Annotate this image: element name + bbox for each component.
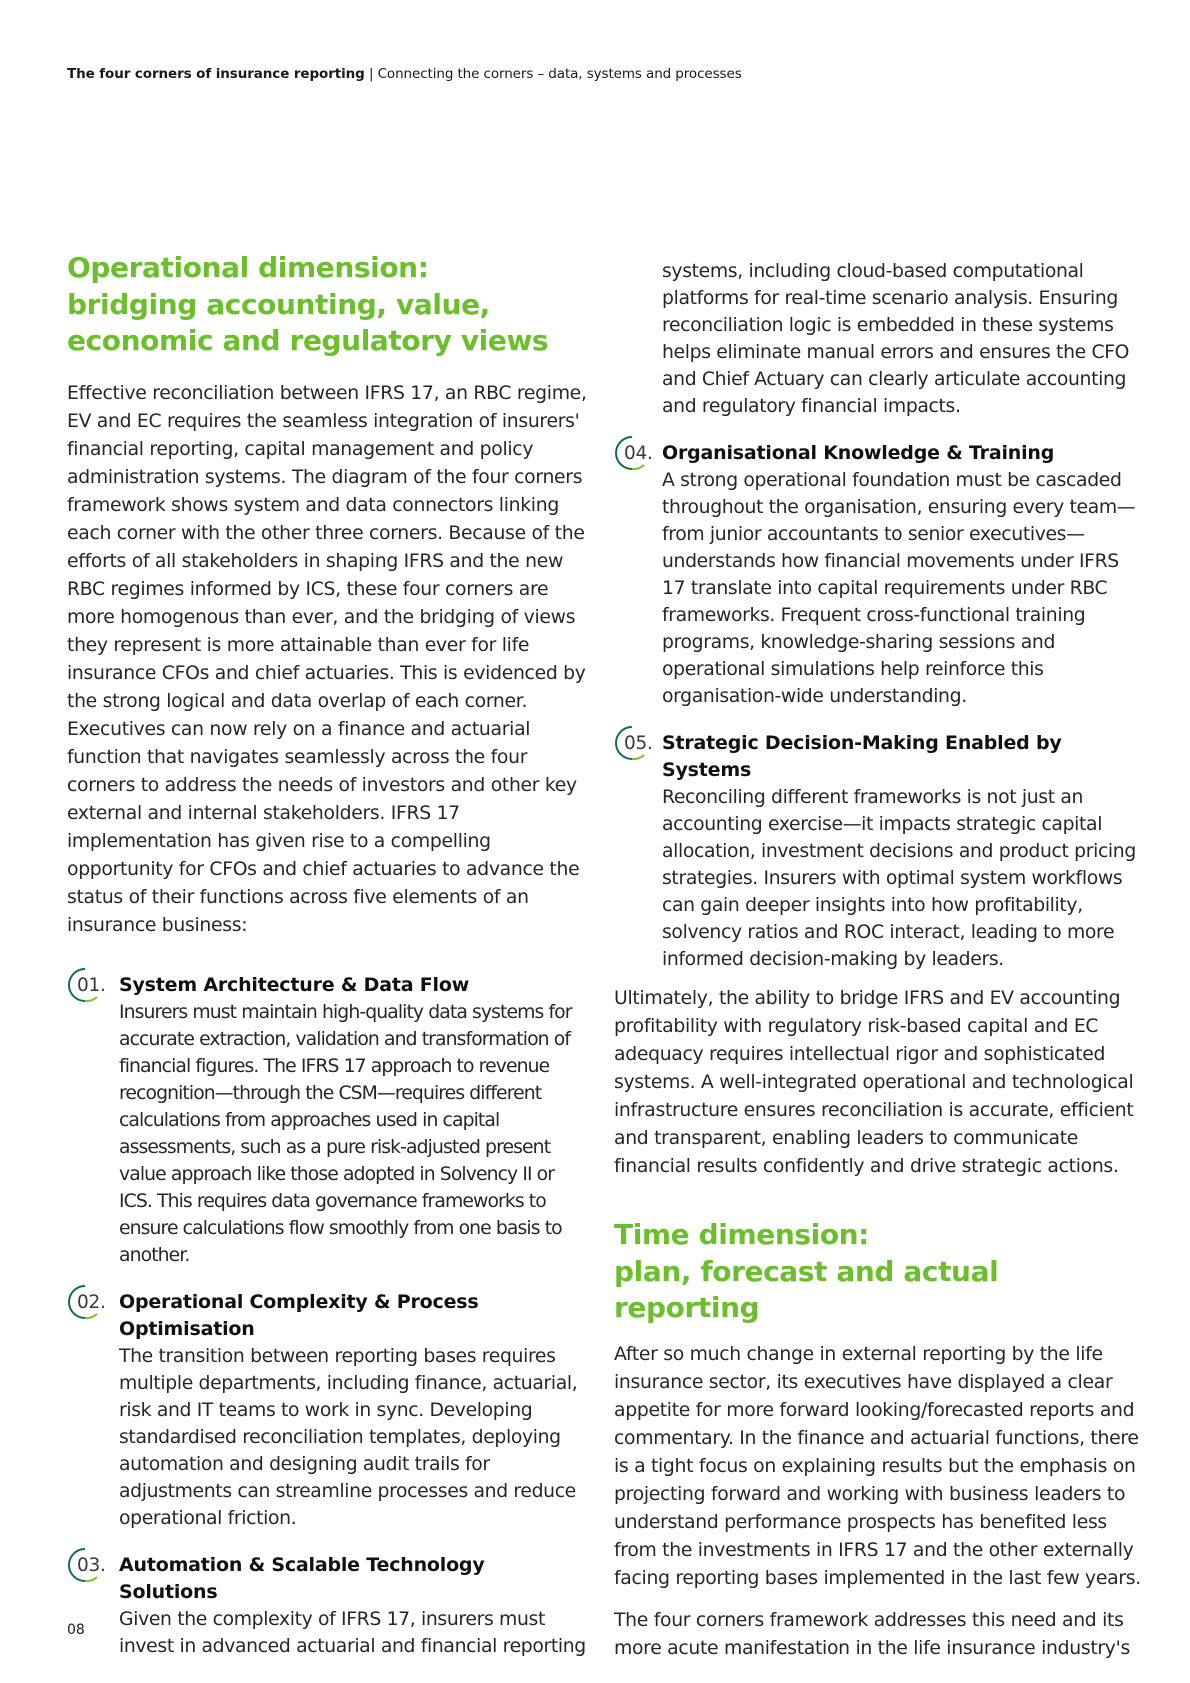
list-item-02 bbox=[67, 1289, 587, 1532]
number-badge bbox=[67, 965, 111, 1005]
heading-line: bridging accounting, value, bbox=[67, 287, 490, 321]
time-dimension-heading bbox=[614, 1217, 1144, 1327]
item-number: 02. bbox=[77, 1291, 106, 1313]
item-body: The transition between reporting bases requires multiple departments, including finance, actuarial, risk and IT teams to work in sync. Developing standardised reconciliation templates, deploying automation and designing audit trails for adjustments can streamline processes and reduce operational friction. bbox=[119, 1345, 578, 1529]
item-number: 03. bbox=[77, 1554, 106, 1576]
item-title: Organisational Knowledge & Training bbox=[662, 442, 1055, 464]
document-title: The four corners of insurance reporting bbox=[67, 66, 365, 82]
conclusion-paragraph: Ultimately, the ability to bridge IFRS and EV accounting profitability with regulatory risk-based capital and EC adequacy requires intellectual rigor and sophisticated systems. A well-integrated operational and technological infrastructure ensures reconciliation is accurate, efficient and transparent, enabling leaders to communicate financial results confidently and drive strategic actions. bbox=[614, 988, 1134, 1177]
item-body: A strong operational foundation must be cascaded throughout the organisation, ensuring every team—from junior accountants to senior executives—understands how financial movements under IFRS 17 translate into capital requirements under RBC frameworks. Frequent cross-functional training programs, knowledge-sharing sessions and operational simulations help reinforce this organisation-wide understanding. bbox=[662, 470, 1136, 707]
heading-line: economic and regulatory views bbox=[67, 324, 549, 357]
intro-paragraph: Effective reconciliation between IFRS 17, an RBC regime, EV and EC requires the seamless integration of insurers' financial reporting, capital management and policy administration systems. The diagram of the four corners framework shows system and data connectors linking each corner with the other three corners. Because of the efforts of all stakeholders in shaping IFRS and the new RBC regimes informed by ICS, these four corners are more homogenous than ever, and the bridging of views they represent is more attainable than ever for life insurance CFOs and chief actuaries. This is evidenced by the strong logical and data overlap of each corner. Executives can now rely on a finance and actuarial function that navigates seamlessly across the four corners to address the needs of investors and other key external and internal stakeholders. IFRS 17 implementation has given rise to a compelling opportunity for CFOs and chief actuaries to advance the status of their functions across five elements of an insurance business: bbox=[67, 382, 587, 936]
time-paragraph-2: The four corners framework addresses this need and its more acute manifestation in the life insurance industry's bbox=[614, 1609, 1130, 1659]
number-badge bbox=[614, 723, 658, 763]
list-item-03 bbox=[67, 1552, 587, 1660]
item-title: Strategic Decision-Making Enabled by Systems bbox=[662, 732, 1062, 781]
number-badge bbox=[614, 433, 658, 473]
item-number: 05. bbox=[624, 733, 653, 754]
list-item-01 bbox=[67, 972, 587, 1269]
heading-line: plan, forecast and actual reporting bbox=[614, 1254, 999, 1324]
item-title: System Architecture & Data Flow bbox=[119, 973, 470, 996]
heading-line: Operational dimension: bbox=[67, 251, 429, 284]
left-column bbox=[67, 250, 587, 1660]
list-item-05 bbox=[614, 730, 1144, 973]
continuation-block bbox=[614, 258, 1144, 420]
item-body: Reconciling different frameworks is not just an accounting exercise—it impacts strategic capital allocation, investment decisions and product pricing strategies. Insurers with optimal system workflows can gain deeper insights into how profitability, solvency ratios and ROC interact, leading to more informed decision-making by leaders. bbox=[662, 787, 1136, 970]
time-paragraph-1: After so much change in external reporting by the life insurance sector, its executives have displayed a clear appetite for more forward looking/forecasted reports and commentary. In the finance and actuarial functions, there is a tight focus on explaining results but the emphasis on projecting forward and working with business leaders to understand performance prospects has benefited less from the investments in IFRS 17 and the other externally facing reporting bases implemented in the last few years. bbox=[614, 1343, 1141, 1589]
heading-line: Time dimension: bbox=[614, 1218, 869, 1251]
page-number: 08 bbox=[67, 1622, 85, 1638]
list-item-04 bbox=[614, 440, 1144, 710]
running-header bbox=[67, 66, 742, 82]
continuation-text: systems, including cloud-based computational platforms for real-time scenario analysis. Ensuring reconciliation logic is embedded in these systems helps eliminate manual errors and ensures the CFO and Chief Actuary can clearly articulate accounting and regulatory financial impacts. bbox=[662, 261, 1130, 417]
right-column bbox=[614, 258, 1144, 1663]
section-title: Connecting the corners – data, systems and processes bbox=[377, 66, 742, 82]
item-body: Given the complexity of IFRS 17, insurers must invest in advanced actuarial and financial reporting bbox=[119, 1608, 586, 1657]
item-number: 01. bbox=[77, 974, 106, 996]
item-number: 04. bbox=[624, 443, 653, 464]
item-body: Insurers must maintain high-quality data systems for accurate extraction, validation and transformation of financial figures. The IFRS 17 approach to revenue recognition—through the CSM—requires different calculations from approaches used in capital assessments, such as a pure risk-adjusted present value approach like those adopted in Solvency II or ICS. This requires data governance frameworks to ensure calculations flow smoothly from one basis to another. bbox=[119, 1001, 572, 1266]
header-separator: | bbox=[368, 66, 374, 82]
number-badge bbox=[67, 1282, 111, 1322]
item-title: Automation & Scalable Technology Solutions bbox=[119, 1553, 485, 1603]
number-badge bbox=[67, 1545, 111, 1585]
item-title: Operational Complexity & Process Optimisation bbox=[119, 1290, 479, 1340]
operational-dimension-heading bbox=[67, 250, 587, 360]
